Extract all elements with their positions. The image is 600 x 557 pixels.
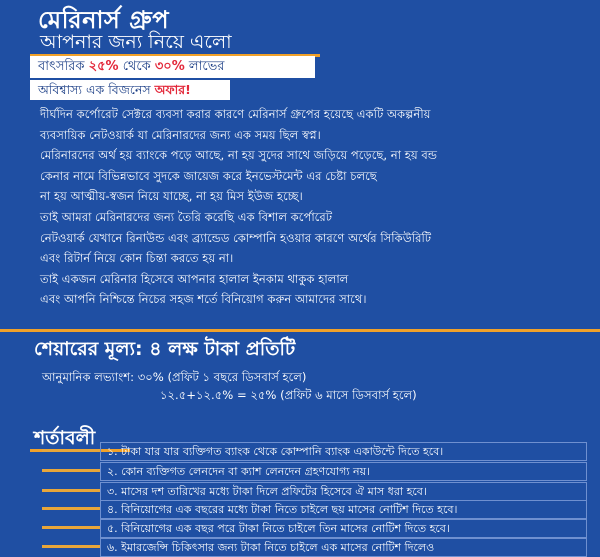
term-accent-bar [42, 545, 100, 548]
offer-text: লাভের [184, 59, 225, 74]
offer-text: অবিশ্বাস্য এক বিজনেস [38, 82, 155, 97]
term-accent-bar [42, 469, 100, 472]
term-text: ৪. বিনিয়োগের এক বছরের মধ্যে টাকা নিতে চাইলে ছয় মাসের নোটিশ দিতে হবে। [100, 500, 587, 519]
offer-percent-high: ৩০% [154, 59, 185, 74]
offer-text: বাৎসরিক [38, 59, 89, 74]
profit-estimate-yearly: আনুমানিক লভ্যাংশ: ৩০% (প্রফিট ১ বছরে ডিসবার্স হলে) [42, 370, 307, 384]
tagline-underline [30, 30, 320, 57]
offer-percent-low: ২৫% [88, 59, 119, 74]
term-item [42, 482, 587, 501]
section-divider [0, 329, 600, 332]
description-line: এবং রিটার্ন নিয়ে কোন চিন্তা করতে হয় না। [40, 251, 234, 266]
offer-banner-line1 [30, 56, 315, 78]
term-item [42, 462, 587, 481]
description-line: না হয় আত্মীয়-স্বজন নিয়ে যাচ্ছে, না হয় মিস ইউজ হচ্ছে। [40, 189, 303, 204]
description-line: মেরিনারদের অর্থ হয় ব্যাংকে পড়ে আছে, না হয় সুদের সাথে জড়িয়ে পড়েছে, না হয় বন্ড [40, 148, 438, 163]
share-price-heading: শেয়ারের মূল্য: ৪ লক্ষ টাকা প্রতিটি [34, 338, 296, 360]
description-line: কেনার নামে বিভিন্নভাবে সুদকে জায়েজ করে ইনভেস্টমেন্ট এর চেষ্টা চলছে [40, 168, 377, 183]
term-item [42, 519, 587, 538]
tagline: আপনার জন্য নিয়ে এলো [40, 31, 232, 53]
description-line: তাই আমরা মেরিনারদের জন্য তৈরি করেছি এক বিশাল কর্পোরেট [40, 209, 333, 224]
term-text: ৬. ইমারজেন্সি চিকিৎসার জন্য টাকা নিতে চাইলে এক মাসের নোটিশ দিলেও [100, 538, 587, 557]
term-accent-bar [42, 449, 100, 452]
description-line: ব্যবসায়িক নেটওয়ার্ক যা মেরিনারদের জন্য এক সময় ছিল স্বপ্ন। [40, 127, 321, 142]
term-accent-bar [42, 489, 100, 492]
description-line: তাই একজন মেরিনার হিসেবে আপনার হালাল ইনকাম থাকুক হালাল [40, 271, 349, 286]
term-accent-bar [42, 507, 100, 510]
term-item [42, 500, 587, 519]
description-line: দীর্ঘদিন কর্পোরেট সেক্টরে ব্যবসা করার কারণে মেরিনার্স গ্রুপের হয়েছে একটি অকল্পনীয় [40, 107, 431, 121]
description-line: এবং আপনি নিশ্চিন্তে নিচের সহজ শর্তে বিনিয়োগ করুন আমাদের সাথে। [40, 292, 367, 307]
term-accent-bar [42, 526, 100, 529]
term-text: ৩. মাসের দশ তারিখের মধ্যে টাকা দিলে প্রফিটের হিসেবে ঐ মাস ধরা হবে। [100, 482, 587, 501]
offer-text: থেকে [118, 59, 155, 74]
profit-estimate-halfyearly: ১২.৫+১২.৫% = ২৫% (প্রফিট ৬ মাসে ডিসবার্স হলে) [160, 388, 417, 402]
offer-banner-line2 [30, 80, 230, 100]
brand-title: মেরিনার্স গ্রুপ [38, 6, 170, 34]
term-text: ৫. বিনিয়োগের এক বছর পরে টাকা নিতে চাইলে তিন মাসের নোটিশ দিতে হবে। [100, 519, 587, 538]
term-item [42, 442, 587, 461]
terms-heading: শর্তাবলী [34, 427, 96, 449]
term-text: ১. টাকা যার যার ব্যক্তিগত ব্যাংক থেকে কোম্পানি ব্যাংক একাউন্টে দিতে হবে। [100, 442, 587, 461]
term-item [42, 538, 587, 557]
offer-highlight: অফার! [154, 82, 191, 97]
description-line: নেটওয়ার্ক যেখানে রিনাউন্ড এবং ব্র্যান্ডেড কোম্পানি হওয়ার কারণে অর্থের সিকিউরিটি [40, 230, 432, 245]
term-text: ২. কোন ব্যক্তিগত লেনদেন বা ক্যাশ লেনদেন গ্রহণযোগ্য নয়। [100, 462, 587, 481]
description [40, 104, 585, 310]
